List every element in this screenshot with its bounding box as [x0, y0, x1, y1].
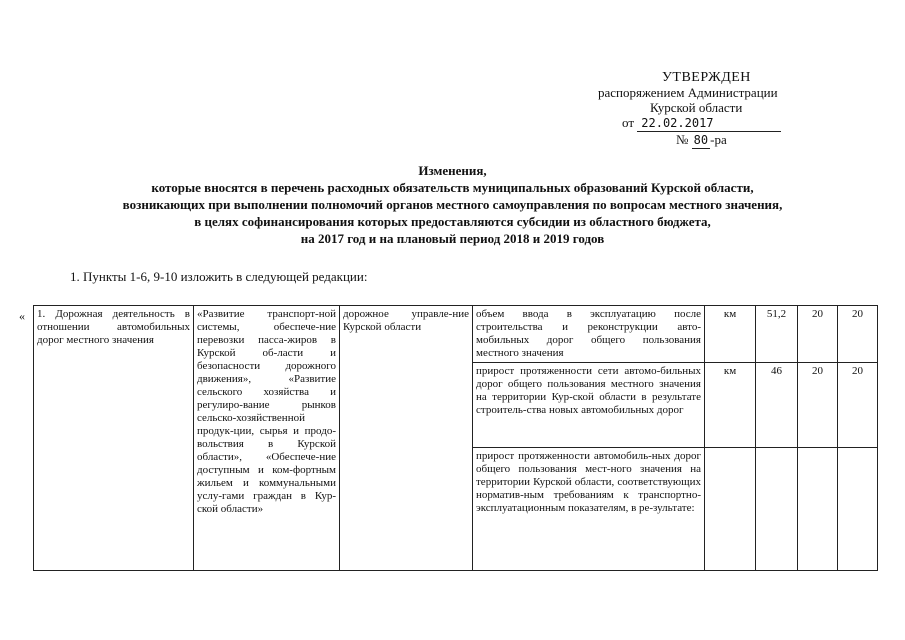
heading-line-5: на 2017 год и на плановый период 2018 и 2019 годов	[300, 231, 605, 246]
indicator-unit: км	[705, 306, 756, 363]
indicator-value-2018: 20	[798, 306, 838, 363]
approval-block	[598, 70, 818, 149]
approval-number-row	[676, 132, 818, 149]
activity-cell: 1. Дорожная деятельность в отношении автомобильных дорог местного значения	[34, 306, 194, 571]
indicator-unit: км	[705, 363, 756, 448]
heading-line-2: которые вносятся в перечень расходных обязательств муниципальных образований Курской области,	[151, 180, 754, 195]
obligations-table	[33, 305, 878, 571]
intro-paragraph: 1. Пункты 1-6, 9-10 изложить в следующей редакции:	[70, 269, 368, 284]
table-row	[34, 306, 878, 363]
approval-line-2: Курской области	[650, 100, 743, 115]
indicator-value-2018: 20	[798, 363, 838, 448]
indicator-value-2019	[838, 448, 878, 571]
approval-line-1: распоряжением Администрации	[598, 85, 778, 100]
indicator-name: объем ввода в эксплуатацию после строительства и реконструкции авто-мобильных дорог общего пользования местного значения	[473, 306, 705, 363]
approval-number-prefix: №	[676, 132, 689, 147]
indicator-value-2017	[756, 448, 798, 571]
indicator-value-2019: 20	[838, 306, 878, 363]
indicator-name: прирост протяженности сети автомо-бильных дорог общего пользования местного значения на территории Кур-ской области в результате строитель-ства новых автомобильных дорог	[473, 363, 705, 448]
heading-line-1: Изменения,	[418, 163, 487, 178]
indicator-name: прирост протяженности автомобиль-ных дорог общего пользования мест-ного значения на территории Курской области, соответствующих норматив-ным требованиям к транспортно-эксплуатационным показателям, в ре-зультате:	[473, 448, 705, 571]
opening-quote: «	[19, 309, 25, 323]
indicator-value-2018	[798, 448, 838, 571]
approval-title: УТВЕРЖДЕН	[662, 70, 751, 85]
indicator-value-2017: 51,2	[756, 306, 798, 363]
administrator-cell: дорожное управле-ние Курской области	[340, 306, 473, 571]
approval-number-suffix: -ра	[710, 132, 727, 147]
approval-date-row	[622, 115, 818, 132]
indicator-value-2017: 46	[756, 363, 798, 448]
heading-line-3: возникающих при выполнении полномочий органов местного самоуправления по вопросам местного значения,	[122, 197, 783, 212]
indicator-value-2019: 20	[838, 363, 878, 448]
heading-line-4: в целях софинансирования которых предоставляются субсидии из областного бюджета,	[194, 214, 711, 229]
approval-date: 22.02.2017	[637, 116, 781, 132]
document-heading	[0, 162, 905, 247]
indicator-unit	[705, 448, 756, 571]
programs-cell: «Развитие транспорт-ной системы, обеспече-ние перевозки пасса-жиров в Курской об-ласти и безопасности дорожного движения», «Развитие сельского хозяйства и регулиро-вание рынков сельско-хозяйственной продук-ции, сырья и продо-вольствия в Курской области», «Обеспече-ние доступным и ком-фортным жильем и коммунальными услу-гами граждан в Кур-ской области»	[194, 306, 340, 571]
approval-number: 80	[693, 133, 709, 147]
approval-date-prefix: от	[622, 115, 635, 130]
